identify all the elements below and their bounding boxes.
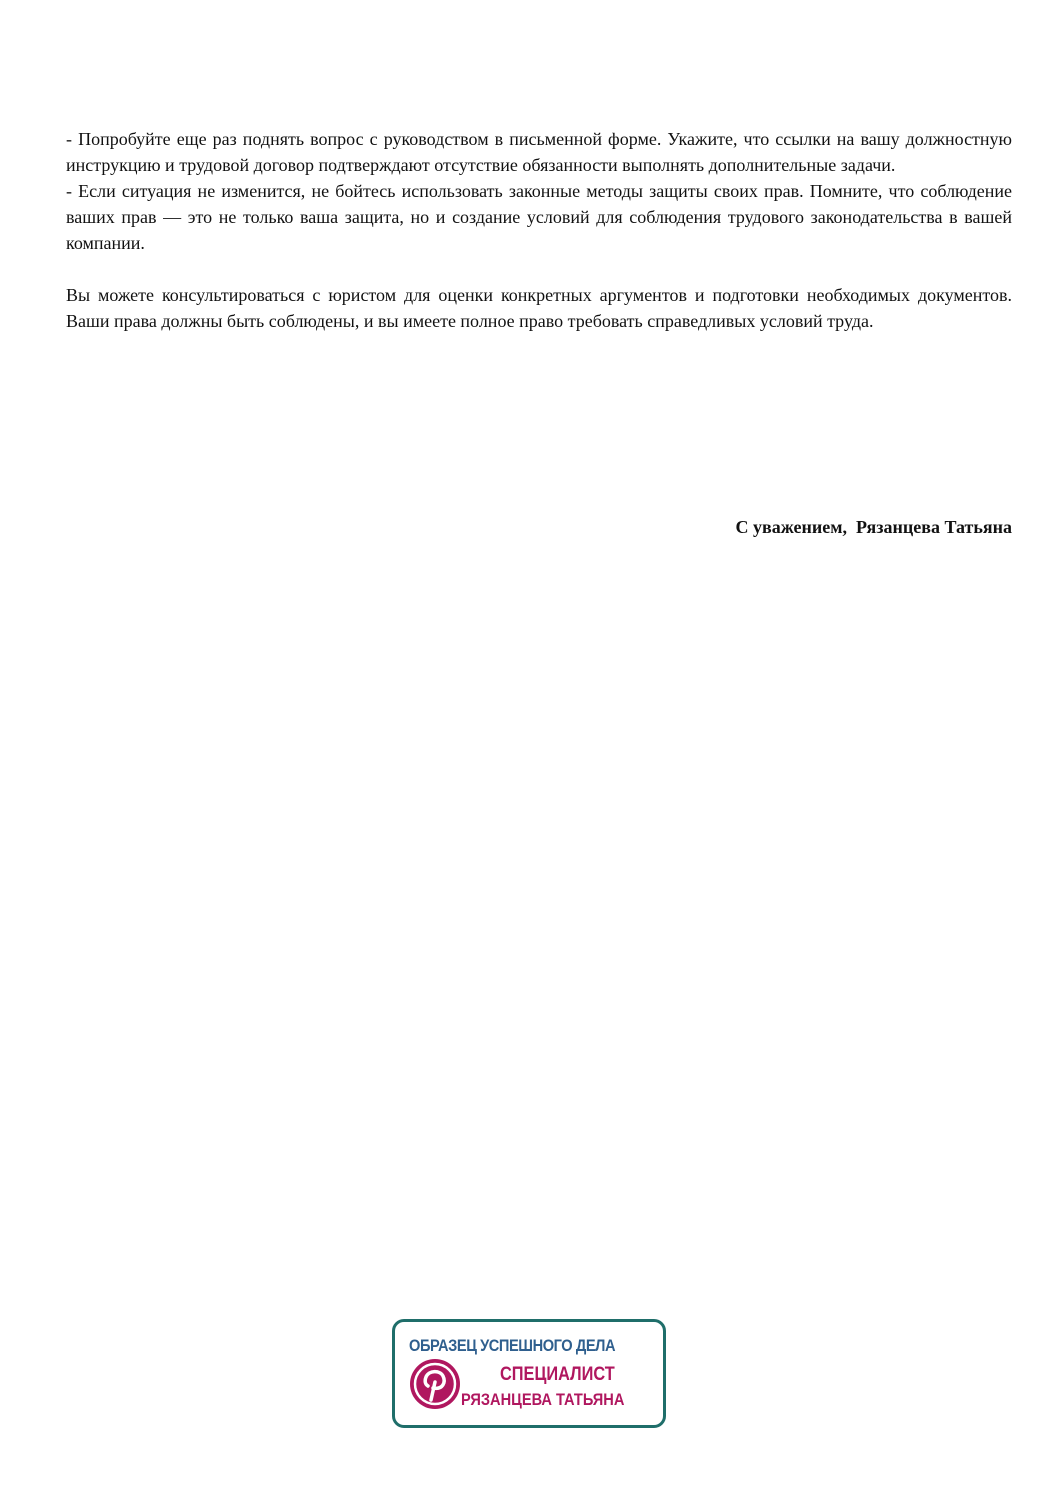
paragraph-consult-lawyer: Вы можете консультироваться с юристом для оценки конкретных аргументов и подготовки необходимых документов. Ваши права должны быть соблюдены, и вы имеете полное право требовать справедливых условий труда. — [66, 285, 1012, 331]
pinterest-icon — [409, 1358, 461, 1410]
stamp-subtitle: СПЕЦИАЛИСТ — [500, 1364, 615, 1385]
document-body — [66, 126, 1012, 334]
stamp-title: ОБРАЗЕЦ УСПЕШНОГО ДЕЛА — [409, 1336, 616, 1355]
paragraph-legal-methods: - Если ситуация не изменится, не бойтесь использовать законные методы защиты своих прав. Помните, что соблюдение ваших прав — это не только ваша защита, но и создание условий для соблюдения трудового законодательства в вашей компании. — [66, 181, 1012, 253]
signature: С уважением, Рязанцева Татьяна — [735, 517, 1012, 537]
logo-stamp — [392, 1319, 666, 1428]
stamp-name: РЯЗАНЦЕВА ТАТЬЯНА — [461, 1390, 625, 1409]
paragraph-written-request: - Попробуйте еще раз поднять вопрос с руководством в письменной форме. Укажите, что ссылки на вашу должностную инструкцию и трудовой договор подтверждают отсутствие обязанности выполнять дополнительные задачи. — [66, 129, 1012, 175]
